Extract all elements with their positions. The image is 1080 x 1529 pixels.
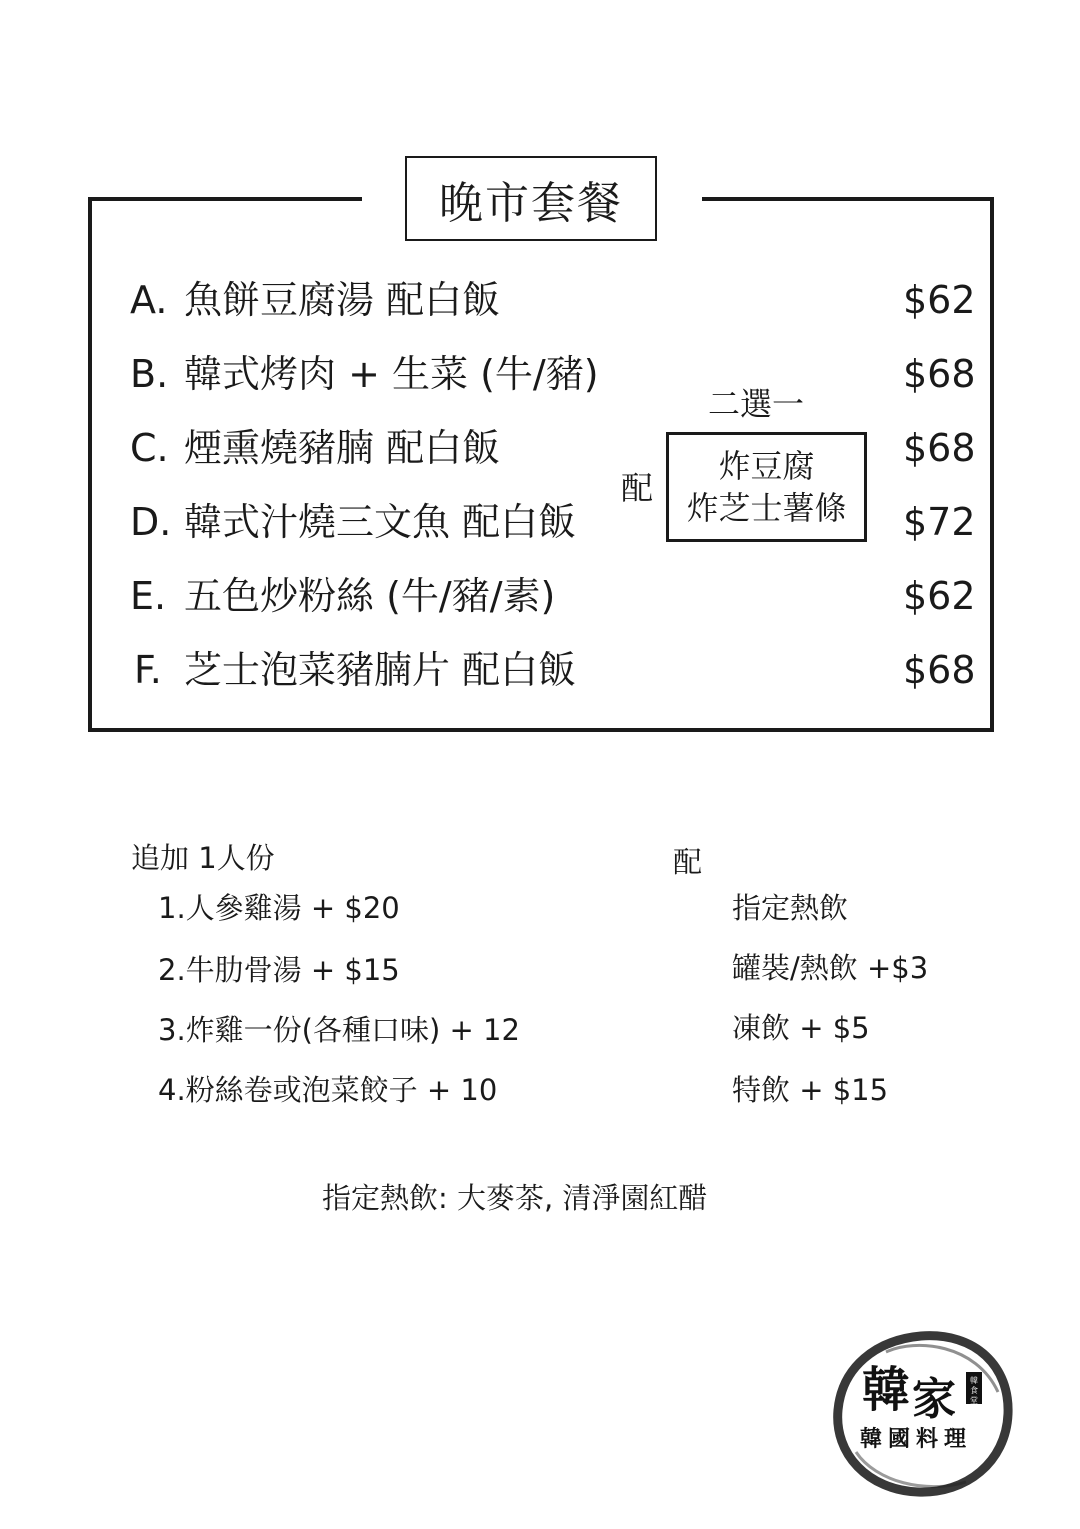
menu-item-price: $62 — [903, 278, 976, 322]
addon-item: 1.人參雞湯 + $20 — [158, 891, 400, 925]
menu-item-letter: F. — [134, 648, 162, 692]
menu-item-letter: A. — [130, 278, 168, 322]
menu-item-name: 韓式烤肉 + 生菜 (牛/豬) — [184, 352, 599, 396]
drink-item: 凍飲 + $5 — [732, 1011, 870, 1045]
restaurant-logo — [826, 1322, 1016, 1502]
addon-item: 4.粉絲卷或泡菜餃子 + 10 — [158, 1073, 498, 1107]
side-choice-label: 二選一 — [708, 385, 805, 423]
footer-note: 指定熱飲: 大麥茶, 清淨園紅醋 — [322, 1181, 708, 1215]
menu-item-price: $68 — [903, 352, 976, 396]
menu-item-name: 煙熏燒豬腩 配白飯 — [184, 426, 501, 470]
drink-item: 特飲 + $15 — [732, 1073, 889, 1107]
section-title: 晚市套餐 — [405, 156, 657, 241]
side-option: 炸豆腐 — [718, 447, 815, 485]
drink-item: 指定熱飲 — [732, 891, 849, 925]
svg-text:堂: 堂 — [970, 1396, 978, 1405]
menu-item-letter: E. — [130, 574, 167, 618]
side-connector-label: 配 — [621, 469, 654, 507]
menu-item-letter: D. — [130, 500, 172, 544]
drink-title: 配 — [673, 845, 703, 879]
menu-item-price: $62 — [903, 574, 976, 618]
svg-text:韓: 韓 — [862, 1362, 911, 1418]
logo-stamp-icon — [826, 1322, 1016, 1502]
svg-text:韓: 韓 — [970, 1376, 978, 1385]
svg-text:家: 家 — [912, 1374, 956, 1425]
svg-text:食: 食 — [970, 1386, 978, 1395]
side-options-box — [666, 432, 867, 542]
addon-item: 2.牛肋骨湯 + $15 — [158, 953, 400, 987]
svg-text:韓國料理: 韓國料理 — [860, 1426, 973, 1452]
addon-title: 追加 1人份 — [131, 841, 275, 875]
menu-item-price: $72 — [903, 500, 976, 544]
menu-item-name: 韓式汁燒三文魚 配白飯 — [184, 500, 577, 544]
menu-item-letter: C. — [130, 426, 169, 470]
addon-item: 3.炸雞一份(各種口味) + 12 — [158, 1013, 520, 1047]
menu-item-name: 魚餅豆腐湯 配白飯 — [184, 278, 501, 322]
side-option: 炸芝士薯條 — [686, 489, 847, 527]
drink-item: 罐裝/熱飲 +$3 — [732, 951, 929, 985]
menu-item-price: $68 — [903, 648, 976, 692]
menu-item-name: 五色炒粉絲 (牛/豬/素) — [184, 574, 556, 618]
menu-item-name: 芝士泡菜豬腩片 配白飯 — [184, 648, 577, 692]
menu-item-price: $68 — [903, 426, 976, 470]
menu-item-letter: B. — [130, 352, 169, 396]
